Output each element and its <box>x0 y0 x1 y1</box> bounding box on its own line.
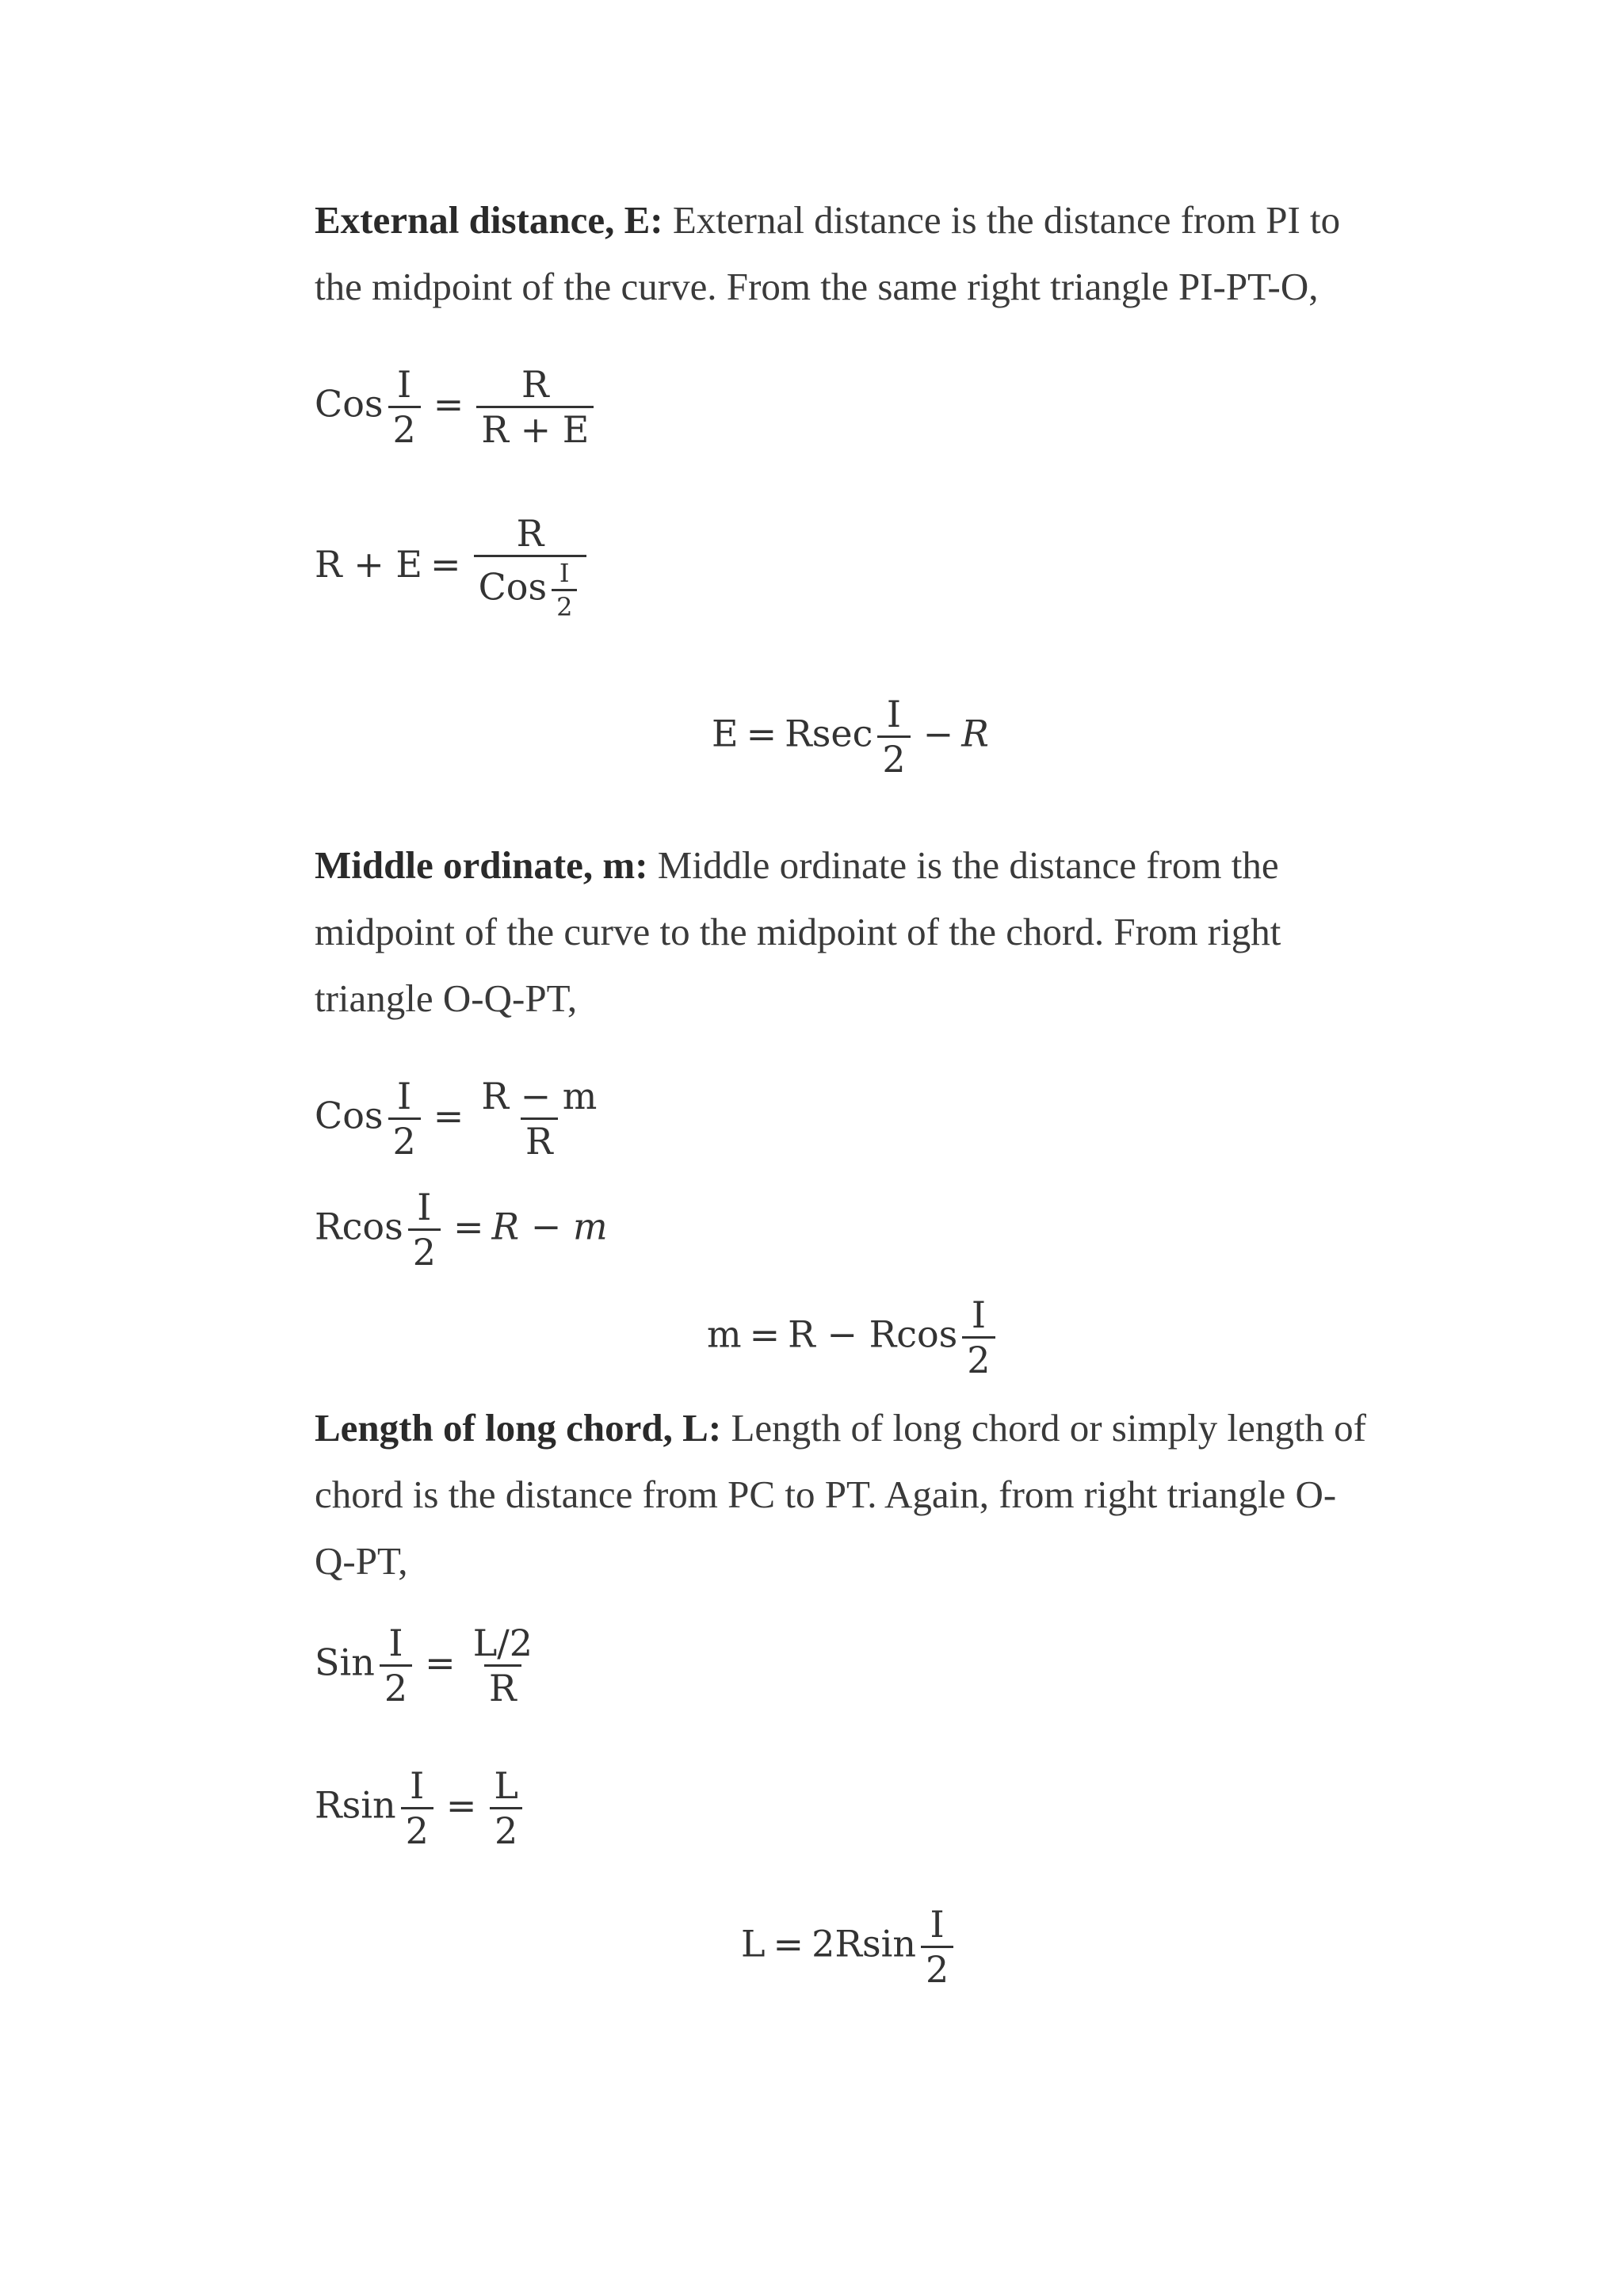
equation-l-result: L = 2Rsin $\frac{I}{2}$ <box>741 1906 958 1988</box>
heading-middle-ordinate: Middle ordinate, m: <box>315 843 648 887</box>
equation-rsin: Rsin $\frac{I}{2}$ = $\frac{L}{2}$ <box>315 1767 528 1849</box>
paragraph-external-distance <box>315 187 1377 320</box>
equation-sin-ratio: Sin $\frac{I}{2}$ = $\frac{L/2}{R}$ <box>315 1622 533 1710</box>
paragraph-middle-ordinate <box>315 832 1377 1032</box>
equation-rcos: Rcos $\frac{I}{2}$ = R − m <box>315 1186 608 1274</box>
text-middle-ordinate: Middle ordinate is the distance from the midpoint of the curve to the midpoint of the chord. From right triangle O-Q-PT, <box>315 843 1281 1020</box>
text-external-distance: External distance is the distance from PI to the midpoint of the curve. From the same right triangle PI-PT-O, <box>315 198 1341 308</box>
equation-cos-ratio-e: Cos $\frac{I}{2}$ = $\frac{R}{R + E}$ <box>315 366 598 448</box>
heading-external-distance: External distance, E: <box>315 198 663 242</box>
text-long-chord: Length of long chord or simply length of chord is the distance from PC to PT. Again, from right triangle O-Q-PT, <box>315 1406 1366 1583</box>
equation-e-result: E = Rsec $\frac{I}{2}$ − R <box>712 693 989 781</box>
equation-cos-ratio-m: Cos $\frac{I}{2}$ = $\frac{R - m}{R}$ <box>315 1075 598 1163</box>
equation-r-plus-e: R + E = R Cos $\frac{I}{2}$ <box>315 515 591 620</box>
paragraph-long-chord <box>315 1395 1377 1595</box>
equation-m-result: m = R − Rcos $\frac{I}{2}$ <box>707 1297 1000 1378</box>
heading-long-chord: Length of long chord, L: <box>315 1406 722 1450</box>
